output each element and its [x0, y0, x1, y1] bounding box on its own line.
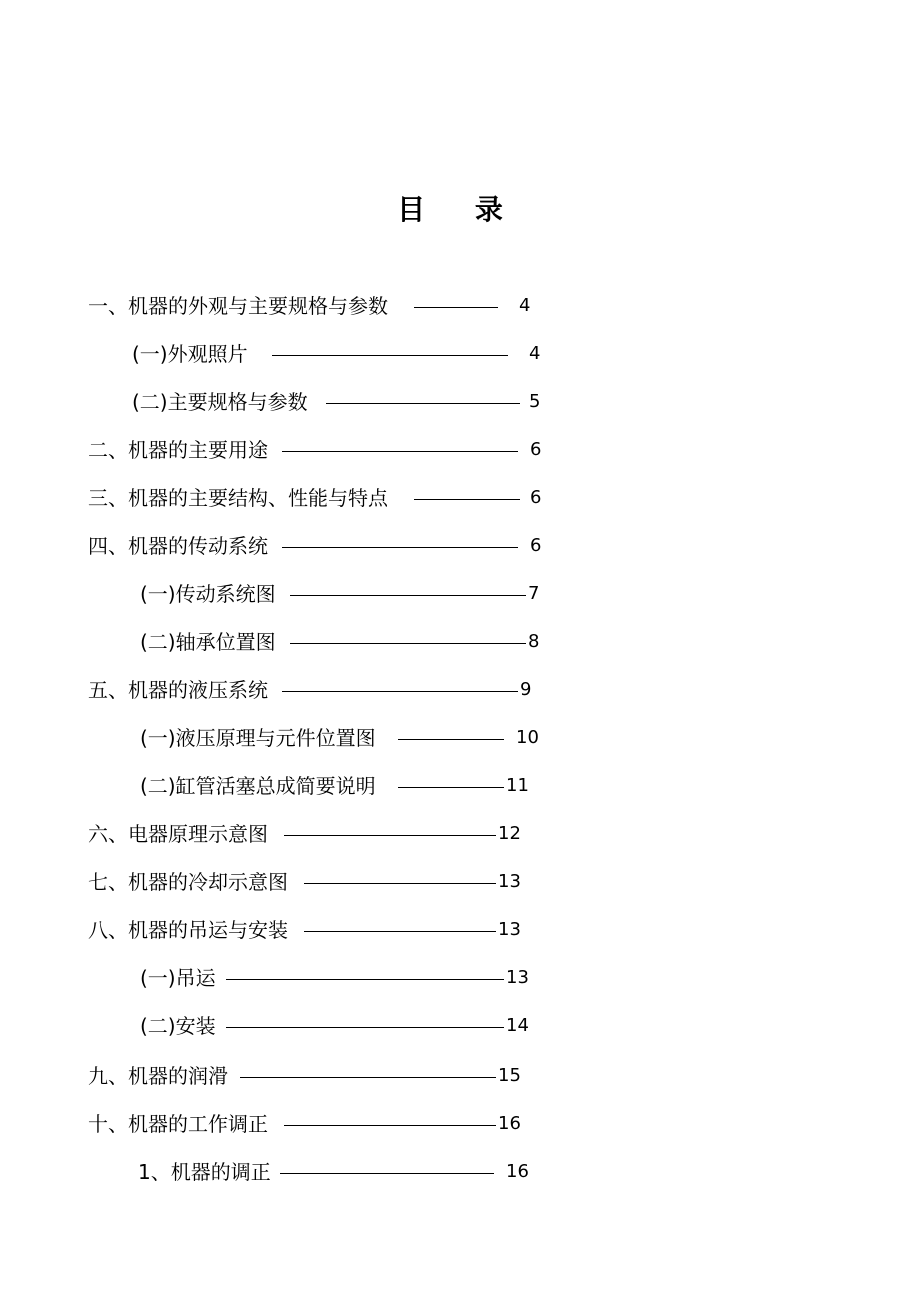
- toc-page-number: 8: [528, 631, 540, 652]
- toc-page-number: 4: [519, 295, 531, 316]
- toc-page-number: 12: [498, 823, 521, 844]
- toc-leader: [284, 835, 496, 836]
- toc-leader: [272, 355, 508, 356]
- toc-leader: [282, 451, 518, 452]
- toc-entry-text: 五、机器的液压系统: [88, 678, 268, 702]
- toc-entry-text: (一)液压原理与元件位置图: [140, 726, 376, 750]
- toc-leader: [414, 499, 520, 500]
- toc-leader: [290, 595, 526, 596]
- toc-page-number: 15: [498, 1065, 521, 1086]
- toc-entry-text: 二、机器的主要用途: [88, 438, 268, 462]
- toc-page-number: 5: [529, 391, 541, 412]
- toc-leader: [282, 691, 518, 692]
- toc-leader: [226, 1027, 504, 1028]
- toc-entry-text: (一)外观照片: [132, 342, 248, 366]
- toc-page-number: 6: [530, 487, 542, 508]
- toc-leader: [304, 883, 496, 884]
- toc-page-number: 7: [528, 583, 540, 604]
- toc-page-number: 9: [520, 679, 532, 700]
- toc-leader: [280, 1173, 494, 1174]
- page-title: 目 录: [397, 193, 523, 226]
- toc-leader: [398, 739, 504, 740]
- toc-page-number: 13: [498, 919, 521, 940]
- toc-page-number: 16: [506, 1161, 529, 1182]
- toc-leader: [304, 931, 496, 932]
- toc-entry-text: (二)主要规格与参数: [132, 390, 308, 414]
- toc-leader: [326, 403, 520, 404]
- toc-entry-text: 十、机器的工作调正: [88, 1112, 268, 1136]
- toc-entry-text: 四、机器的传动系统: [88, 534, 268, 558]
- toc-entry-text: (二)安装: [140, 1014, 216, 1038]
- toc-entry-text: 七、机器的冷却示意图: [88, 870, 288, 894]
- toc-entry-text: 一、机器的外观与主要规格与参数: [88, 294, 388, 318]
- toc-entry-text: (一)吊运: [140, 966, 216, 990]
- toc-leader: [414, 307, 498, 308]
- toc-page-number: 13: [498, 871, 521, 892]
- toc-entry-text: 三、机器的主要结构、性能与特点: [88, 486, 388, 510]
- toc-page-number: 11: [506, 775, 529, 796]
- toc-page-number: 13: [506, 967, 529, 988]
- toc-leader: [290, 643, 526, 644]
- toc-leader: [226, 979, 504, 980]
- toc-entry-text: 九、机器的润滑: [88, 1064, 228, 1088]
- toc-leader: [284, 1125, 496, 1126]
- toc-entry-text: (二)轴承位置图: [140, 630, 276, 654]
- toc-page-number: 6: [530, 535, 542, 556]
- toc-entry-text: (二)缸管活塞总成简要说明: [140, 774, 376, 798]
- toc-page-number: 4: [529, 343, 541, 364]
- toc-leader: [282, 547, 518, 548]
- toc-entry-text: (一)传动系统图: [140, 582, 276, 606]
- toc-page-number: 14: [506, 1015, 529, 1036]
- toc-leader: [240, 1077, 496, 1078]
- toc-entry-text: 六、电器原理示意图: [88, 822, 268, 846]
- toc-entry-text: 八、机器的吊运与安装: [88, 918, 288, 942]
- toc-leader: [398, 787, 504, 788]
- toc-entry-text: 1、机器的调正: [138, 1160, 271, 1184]
- toc-page-number: 16: [498, 1113, 521, 1134]
- toc-page-number: 6: [530, 439, 542, 460]
- toc-page-number: 10: [516, 727, 539, 748]
